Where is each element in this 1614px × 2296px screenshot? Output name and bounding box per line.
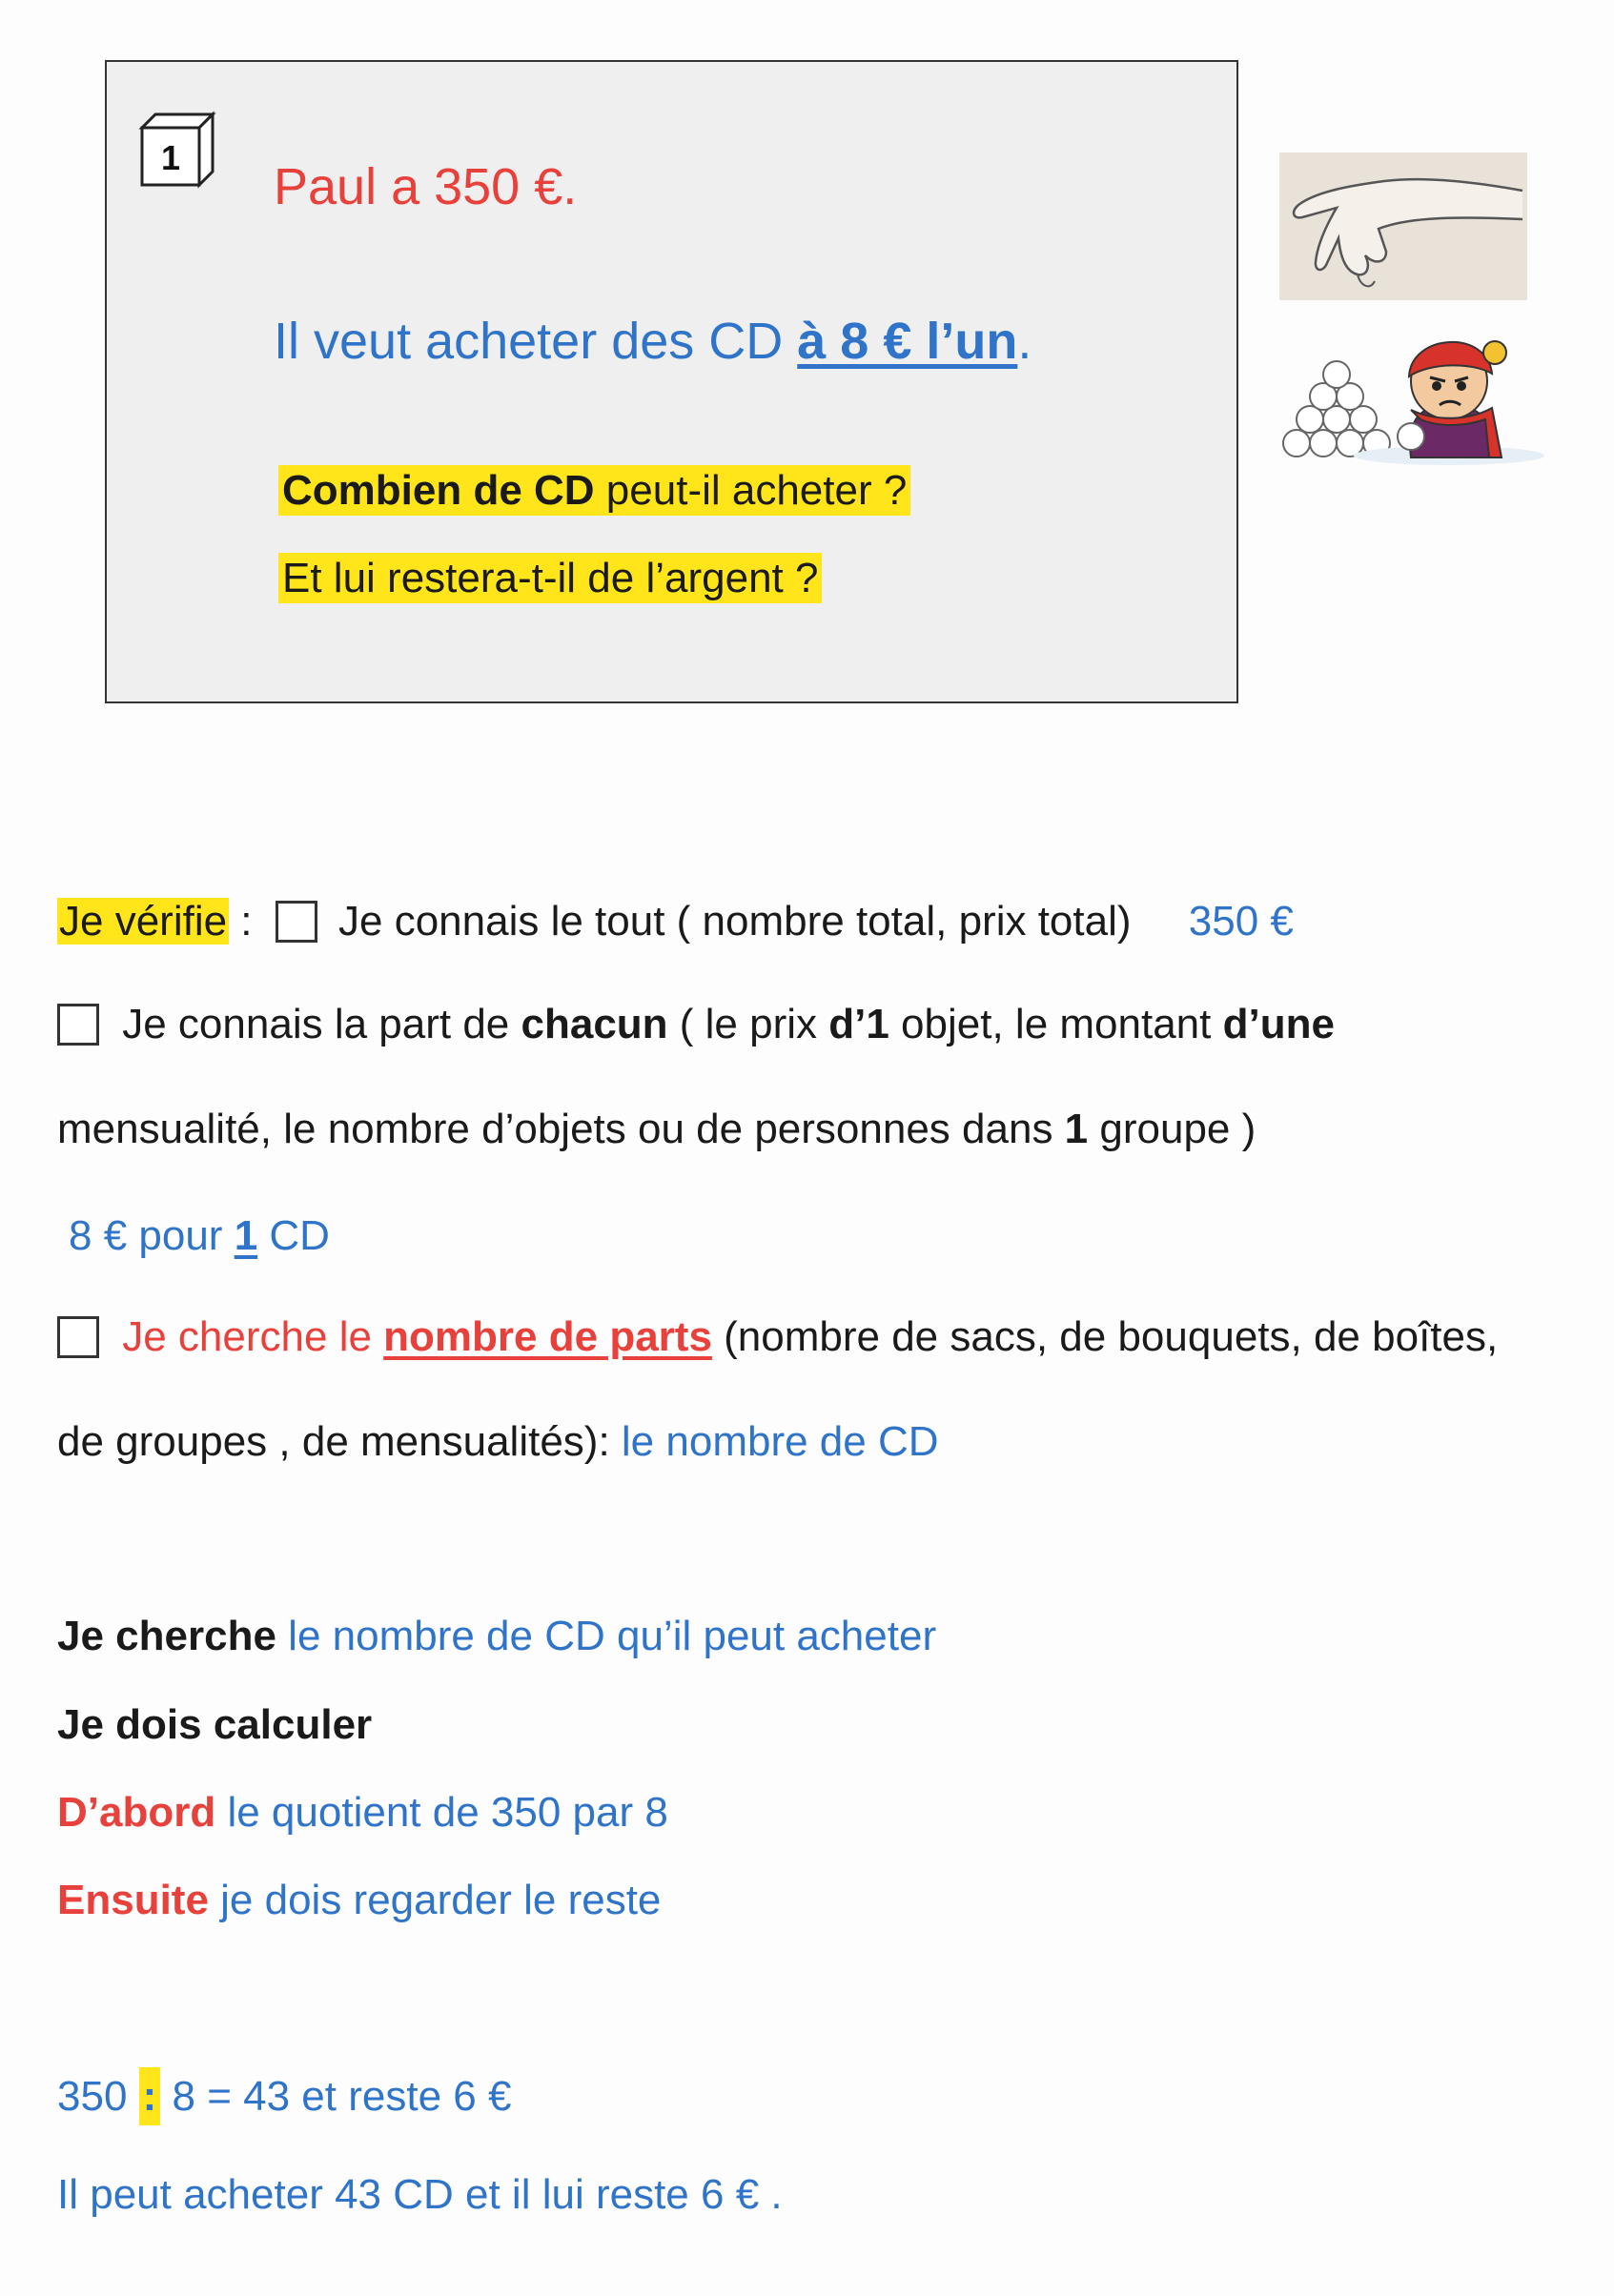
verify-line-3b: de groupes , de mensualités): le nombre de CD (57, 1418, 939, 1465)
question-2: Et lui restera-t-il de l’argent ? (278, 555, 822, 602)
verify-label: Je vérifie (59, 898, 228, 945)
result-conclusion: Il peut acheter 43 CD et il lui reste 6 € . (57, 2171, 783, 2218)
result-operation: 350 : 8 = 43 et reste 6 € (57, 2073, 511, 2121)
checkbox-parts-count[interactable] (57, 1316, 99, 1358)
svg-text:1: 1 (160, 138, 181, 177)
item3-answer: le nombre de CD (621, 1418, 939, 1465)
problem-line2-suffix: . (1017, 313, 1032, 370)
problem-box (105, 60, 1238, 703)
reasoning-search: Je cherche le nombre de CD qu’il peut acheter (57, 1613, 937, 1659)
question-1-rest: peut-il acheter ? (594, 467, 908, 514)
child-snowballs-illustration (1268, 315, 1554, 467)
item1-text: Je connais le tout ( nombre total, prix total) (338, 898, 1132, 945)
problem-line1: Paul a 350 €. (274, 158, 578, 215)
verify-line-2b: mensualité, le nombre d’objets ou de personnes dans 1 groupe ) (57, 1106, 1256, 1152)
reasoning-then: Ensuite je dois regarder le reste (57, 1877, 662, 1923)
problem-line2 (274, 312, 1032, 371)
verify-line-3: Je cherche le nombre de parts (nombre de sacs, de bouquets, de boîtes, (57, 1313, 1498, 1361)
verify-line-2: Je connais la part de chacun ( le prix d’1 objet, le montant d’une (57, 1001, 1335, 1048)
checkbox-total[interactable] (276, 901, 317, 943)
cube-number-icon (138, 111, 216, 189)
problem-line2-prefix: Il veut acheter des CD (274, 313, 798, 370)
parts-count-term: nombre de parts (383, 1313, 712, 1360)
question-1 (278, 467, 910, 515)
question-1-bold: Combien de CD (282, 467, 595, 514)
checkbox-part[interactable] (57, 1004, 99, 1046)
item2-answer: 8 € pour 1 CD (69, 1212, 330, 1259)
reasoning-calc: Je dois calculer (57, 1701, 373, 1748)
hand-gesture-illustration (1279, 152, 1527, 300)
verify-line-1: Je vérifie : Je connais le tout ( nombre total, prix total) 350 € (59, 898, 1294, 945)
item1-answer: 350 € (1188, 898, 1294, 945)
unit-price: à 8 € l’un (797, 313, 1018, 370)
division-symbol: : (139, 2067, 161, 2125)
reasoning-first: D’abord le quotient de 350 par 8 (57, 1789, 668, 1836)
